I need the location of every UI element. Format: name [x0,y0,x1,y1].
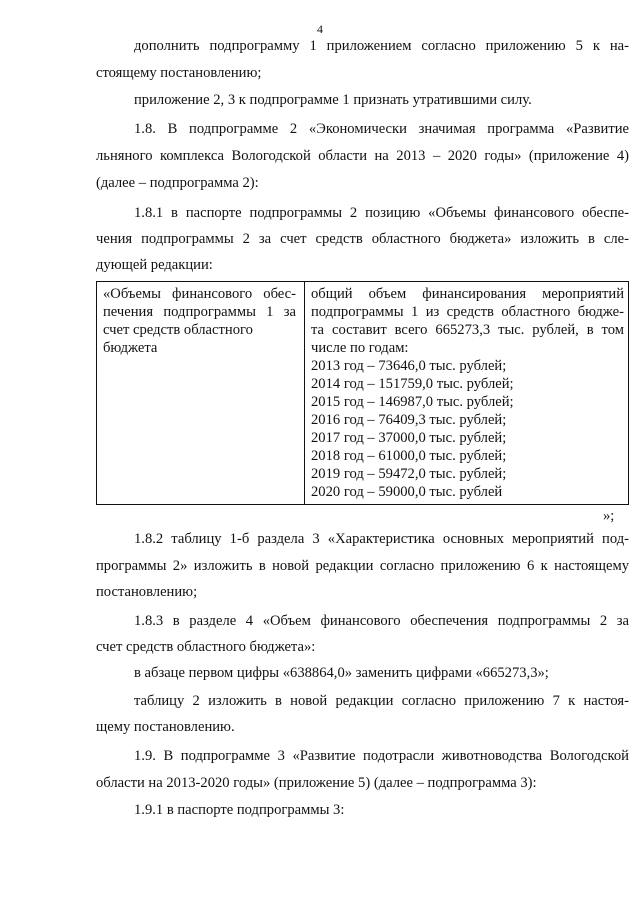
table-right-cell-line: числе по годам: [311,340,409,356]
body-text-line: щему постановлению. [96,719,235,735]
table-left-cell-line: бюджета [103,340,158,356]
body-text-line: 1.8.3 в разделе 4 «Объем финансового обеспечения подпрограммы 2 за [134,613,629,629]
body-text-line: программы 2» изложить в новой редакции согласно приложению 6 к настоящему [96,558,629,574]
body-text-line: в абзаце первом цифры «638864,0» заменить цифрами «665273,3»; [134,665,549,681]
table-left-cell-line: «Объемы финансового обес- [103,286,296,302]
body-text-line: стоящему постановлению; [96,65,262,81]
year-amount-line: 2013 год – 73646,0 тыс. рублей; [311,358,507,374]
page-number: 4 [317,22,323,36]
table-divider [304,282,305,504]
body-text-line: 1.8. В подпрограмме 2 «Экономически значимая программа «Развитие [134,121,629,137]
body-text-line: таблицу 2 изложить в новой редакции согласно приложению 7 к настоя- [134,693,629,709]
table-right-cell-line: та составит всего 665273,3 тыс. рублей, в том [311,322,624,338]
body-text-line: 1.8.2 таблицу 1-б раздела 3 «Характеристика основных мероприятий под- [134,531,629,547]
body-text-line: области на 2013-2020 годы» (приложение 5) (далее – подпрограмма 3): [96,775,537,791]
body-text-line: постановлению; [96,584,198,600]
body-text-line: дополнить подпрограмму 1 приложением согласно приложению 5 к на- [134,38,629,54]
body-text-line: (далее – подпрограмма 2): [96,175,259,191]
year-amount-line: 2020 год – 59000,0 тыс. рублей [311,484,503,500]
table-close-quote: »; [603,508,615,524]
financing-table [96,281,629,505]
year-amount-line: 2019 год – 59472,0 тыс. рублей; [311,466,507,482]
table-left-cell-line: счет средств областного [103,322,253,338]
table-right-cell-line: общий объем финансирования мероприятий [311,286,624,302]
body-text-line: 1.9. В подпрограмме 3 «Развитие подотрасли животноводства Вологодской [134,748,629,764]
body-text-line: льняного комплекса Вологодской области на 2013 – 2020 годы» (приложение 4) [96,148,629,164]
body-text-line: чения подпрограммы 2 за счет средств областного бюджета» изложить в сле- [96,231,629,247]
body-text-line: 1.8.1 в паспорте подпрограммы 2 позицию «Объемы финансового обеспе- [134,205,629,221]
body-text-line: дующей редакции: [96,257,213,273]
year-amount-line: 2017 год – 37000,0 тыс. рублей; [311,430,507,446]
year-amount-line: 2016 год – 76409,3 тыс. рублей; [311,412,507,428]
table-right-cell-line: подпрограммы 1 из средств областного бюдже- [311,304,624,320]
body-text-line: приложение 2, 3 к подпрограмме 1 признать утратившими силу. [134,92,532,108]
year-amount-line: 2015 год – 146987,0 тыс. рублей; [311,394,514,410]
body-text-line: счет средств областного бюджета»: [96,639,316,655]
year-amount-line: 2014 год – 151759,0 тыс. рублей; [311,376,514,392]
year-amount-line: 2018 год – 61000,0 тыс. рублей; [311,448,507,464]
body-text-line: 1.9.1 в паспорте подпрограммы 3: [134,802,345,818]
table-left-cell-line: печения подпрограммы 1 за [103,304,296,320]
